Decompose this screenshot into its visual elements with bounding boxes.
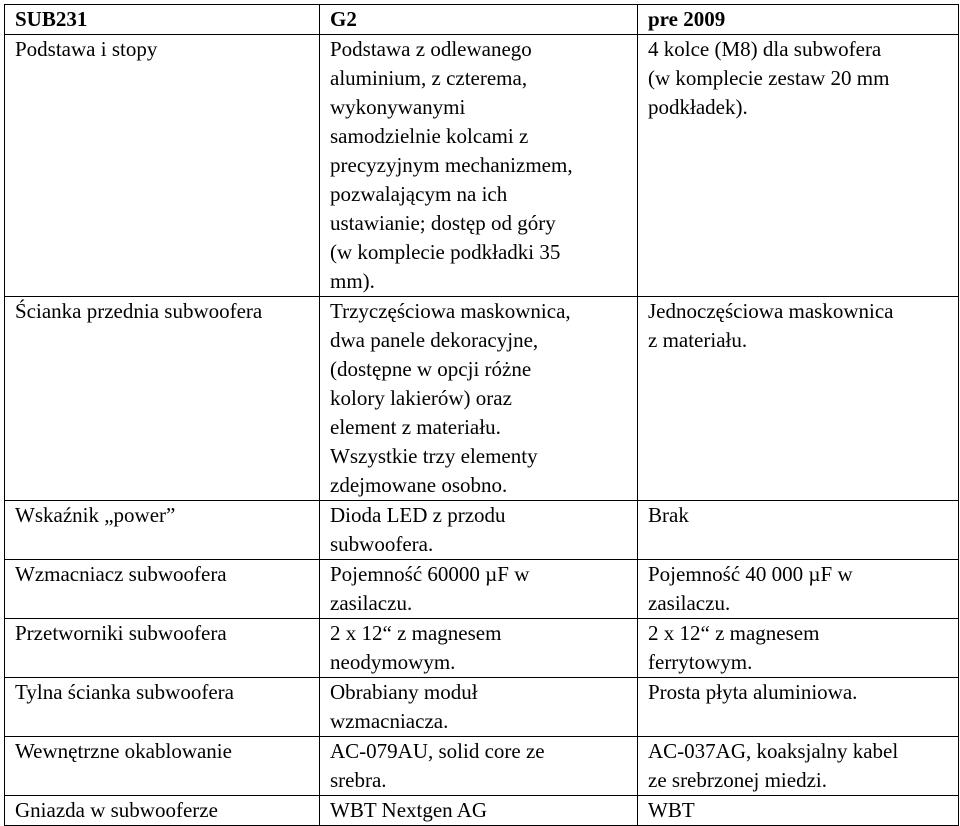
row-pre2009-value: AC-037AG, koaksjalny kabel ze srebrzonej miedzi.: [638, 737, 959, 796]
row-feature: Przetworniki subwoofera: [5, 619, 320, 678]
table-row: [5, 619, 959, 678]
row-g2-value: Pojemność 60000 µF w zasilaczu.: [320, 560, 638, 619]
header-g2: G2: [320, 5, 638, 35]
row-feature: Ścianka przednia subwoofera: [5, 297, 320, 501]
row-g2-value: Dioda LED z przodu subwoofera.: [320, 501, 638, 560]
header-pre2009: pre 2009: [638, 5, 959, 35]
row-feature: Wzmacniacz subwoofera: [5, 560, 320, 619]
row-feature: Wewnętrzne okablowanie: [5, 737, 320, 796]
table-row: [5, 297, 959, 501]
table-row: [5, 796, 959, 826]
row-g2-value: 2 x 12“ z magnesem neodymowym.: [320, 619, 638, 678]
row-pre2009-value: 4 kolce (M8) dla subwofera (w komplecie zestaw 20 mm podkładek).: [638, 35, 959, 297]
row-pre2009-value: 2 x 12“ z magnesem ferrytowym.: [638, 619, 959, 678]
row-pre2009-value: Prosta płyta aluminiowa.: [638, 678, 959, 737]
row-g2-value: Obrabiany moduł wzmacniacza.: [320, 678, 638, 737]
comparison-table: [4, 4, 959, 826]
header-model: SUB231: [5, 5, 320, 35]
row-feature: Wskaźnik „power”: [5, 501, 320, 560]
table-row: [5, 35, 959, 297]
table-header-row: [5, 5, 959, 35]
row-pre2009-value: WBT: [638, 796, 959, 826]
row-pre2009-value: Pojemność 40 000 µF w zasilaczu.: [638, 560, 959, 619]
row-g2-value: AC-079AU, solid core ze srebra.: [320, 737, 638, 796]
row-g2-value: WBT Nextgen AG: [320, 796, 638, 826]
row-feature: Gniazda w subwooferze: [5, 796, 320, 826]
table-row: [5, 737, 959, 796]
row-feature: Podstawa i stopy: [5, 35, 320, 297]
row-g2-value: Trzyczęściowa maskownica, dwa panele dekoracyjne, (dostępne w opcji różne kolory lakierów) oraz element z materiału. Wszystkie trzy elementy zdejmowane osobno.: [320, 297, 638, 501]
row-feature: Tylna ścianka subwoofera: [5, 678, 320, 737]
row-pre2009-value: Jednoczęściowa maskownica z materiału.: [638, 297, 959, 501]
table-row: [5, 678, 959, 737]
table-row: [5, 501, 959, 560]
table-row: [5, 560, 959, 619]
row-pre2009-value: Brak: [638, 501, 959, 560]
row-g2-value: Podstawa z odlewanego aluminium, z czterema, wykonywanymi samodzielnie kolcami z precyzyjnym mechanizmem, pozwalającym na ich ustawianie; dostęp od góry (w komplecie podkładki 35 mm).: [320, 35, 638, 297]
